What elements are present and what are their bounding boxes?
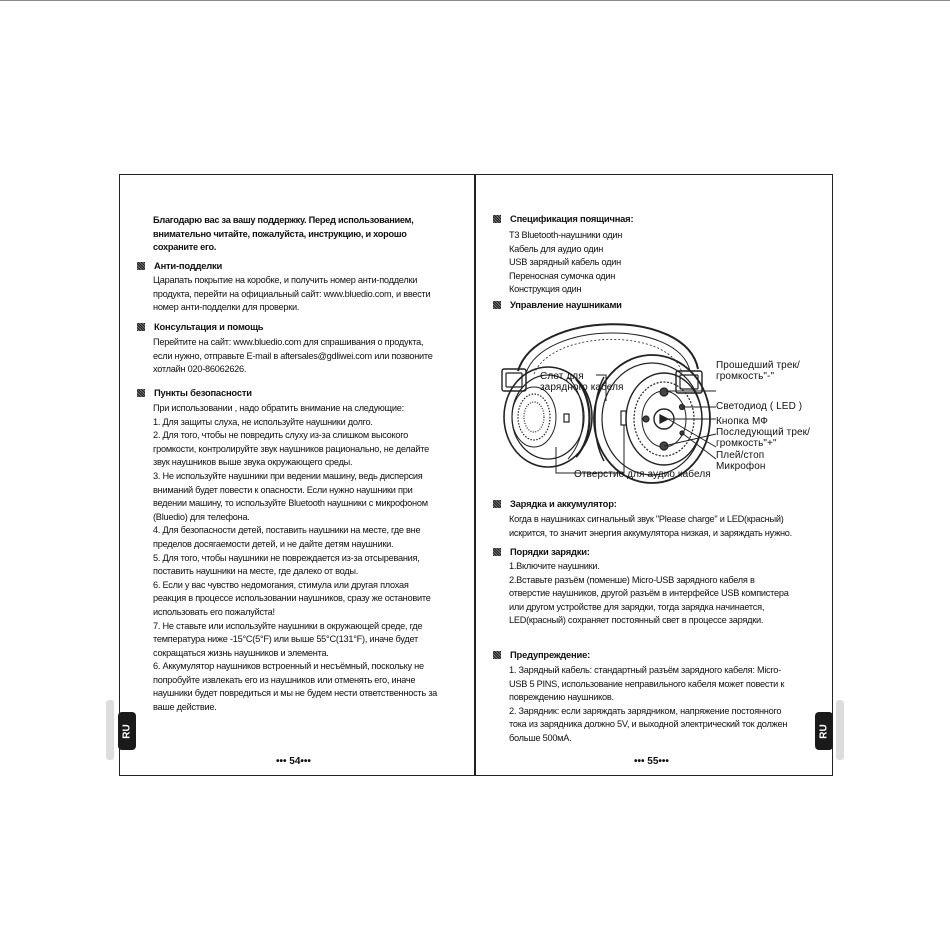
page-number: ••• 54••• <box>276 756 311 767</box>
bullet-square-icon <box>493 301 501 309</box>
label-next-track: Последующий трек/ громкость"+" <box>716 427 810 449</box>
safety-heading: Пункты безопасности <box>137 387 252 398</box>
bullet-square-icon <box>493 500 501 508</box>
label-led: Светодиод ( LED ) <box>716 401 803 412</box>
control-heading: Управление наушниками <box>493 299 622 310</box>
spec-list: T3 Bluetooth-наушники один Кабель для аудио один USB зарядный кабель один Переносная сумочка один Конструкция один <box>509 230 623 295</box>
charging-text: Когда в наушниках сигнальный звук "Please charge" и LED(красный) искрится, то значит энергия аккумулятора низкая, и заряждать нужно. <box>509 514 792 538</box>
safety-text: При использовании , надо обратить внимание на следующие: 1. Для защиты слуха, не используйте наушники долго. 2. Для того, чтобы не повредить слуху из-за слишком высокого громкости, контролируйте звук наушников рационально, не делайте звук наушников выше звука окружающего среды. 3. Не используйте наушники при ведении машину, ведь дисперсия вниманий будет повести к опасности. Если нужно наушники при ведении машину, то используйте Bluetooth наушники с микрофоном (Bluedio) для телефона. 4. Для безопасности детей, поставить наушники на месте, где вне пределов досягаемости детей, и не дайте детям наушники. 5. Для того, чтобы наушники не повреждается из-за отсыревания, поставить наушники на месте, где далеко от воды. 6. Если у вас чувство недомогания, стимула или другая плохая реакция в процессе использовании наушников, сразу же остановите использовать его пожалуйста! 7. Не ставьте или используйте наушники в окружающей среде, где температура ниже -15°С(5°F) или выше 55°С(131°F), иначе будет сокращаться жизнь наушников и элемента. 6. Аккумулятор наушников встроенный и несъёмный, поскольку не попробуйте извлекать его из наушников или отменять его, иначе наушники будет повредиться и мы не будем нести ответственность за ваше действие. <box>153 403 438 713</box>
label-play-stop: Плей/стоп <box>716 450 765 461</box>
consult-text: Перейтите на сайт: www.bluedio.com для спрашивания о продукта, если нужно, отправьте E-mail в aftersales@gdliwei.com или позвоните хотлайн 020-86062626. <box>153 337 433 375</box>
spec-heading: Спецификация поящичная: <box>493 213 633 224</box>
anti-fake-text: Царапать покрытие на коробке, и получить номер анти-подделки продукта, перейти на официальный сайт: www.bluedio.com, и ввести номер анти-подделки для проверки. <box>153 275 431 313</box>
bullet-square-icon <box>493 548 501 556</box>
consult-heading: Консультация и помощь <box>137 321 263 332</box>
page-number: ••• 55••• <box>634 756 669 767</box>
edge-shadow <box>106 700 114 760</box>
warning-text: 1. Зарядный кабель: стандартный разъём зарядного кабеля: Micro- USB 5 PINS, использование неправильного кабеля может повести к повреждению наушников. 2. Зарядник: если заряждать зарядником, напряжение постоянного тока из зарядника должно 5V, и выходной электрический ток должен больше 500мА. <box>509 665 788 743</box>
label-prev-track: Прошедший трек/ громкость"-" <box>716 360 800 382</box>
anti-fake-heading: Анти-подделки <box>137 260 222 271</box>
edge-shadow <box>836 700 844 760</box>
warning-heading: Предупреждение: <box>493 649 590 660</box>
top-rule <box>0 0 950 1</box>
bullet-square-icon <box>137 389 145 397</box>
order-text: 1.Включите наушники. 2.Вставьте разъём (поменше) Micro-USB зарядного кабеля в отверстие наушников, другой разъём в интерфейсе USB компистера или другом устройстве для зарядки, тогда зарядка начинается, LED(красный) сохраняет постоянный свет в процессе зарядки. <box>509 561 789 626</box>
label-audio-jack: Отверстие для аудио кабеля <box>574 469 711 480</box>
language-tab-right: RU <box>815 712 833 750</box>
bullet-square-icon <box>137 323 145 331</box>
label-mf-button: Кнопка МФ <box>716 416 768 427</box>
bullet-square-icon <box>137 262 145 270</box>
left-page <box>120 174 474 776</box>
order-heading: Порядки зарядки: <box>493 546 590 557</box>
charging-heading: Зарядка и аккумулятор: <box>493 498 617 509</box>
bullet-square-icon <box>493 651 501 659</box>
intro-text: Благодарю вас за вашу поддержку. Перед использованием, внимательно читайте, пожалуйста, инструкцию, и хорошо сохраните его. <box>153 215 414 253</box>
label-microphone: Микрофон <box>716 461 766 472</box>
label-charge-slot: Слот для зарядного кабеля <box>540 371 624 393</box>
bullet-square-icon <box>493 215 501 223</box>
right-page <box>476 174 832 776</box>
language-tab-left: RU <box>118 712 136 750</box>
